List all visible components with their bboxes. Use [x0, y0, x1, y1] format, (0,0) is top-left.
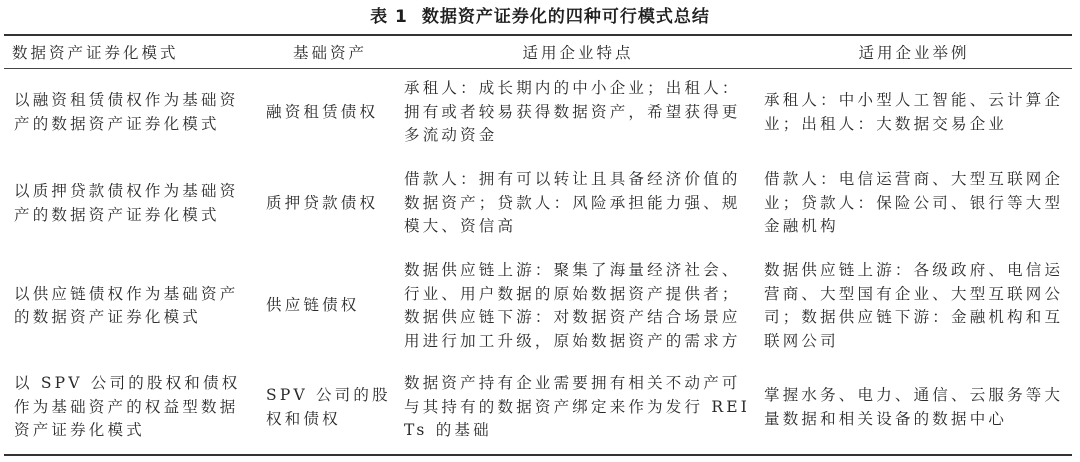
- header-examples: 适用企业举例: [858, 44, 970, 62]
- table-row: [4, 361, 1072, 455]
- cell-characteristics: 借款人：拥有可以转让且具备经济价值的数据资产；贷款人：风险承担能力强、规模大、资信高: [404, 170, 741, 236]
- table-row: [4, 69, 1072, 157]
- header-mode: 数据资产证券化模式: [12, 44, 179, 62]
- cell-mode: 以质押贷款债权作为基础资产的数据资产证券化模式: [14, 182, 239, 224]
- cell-characteristics: 数据供应链上游：聚集了海量经济社会、行业、用户数据的原始数据资产提供者；数据供应链下游：对数据资产结合场景应用进行加工升级，原始数据资产的需求方: [404, 261, 741, 350]
- cell-mode: 以融资租赁债权作为基础资产的数据资产证券化模式: [14, 91, 239, 133]
- header-characteristics: 适用企业特点: [522, 44, 634, 62]
- securitization-modes-table: [4, 34, 1072, 456]
- table-title: 数据资产证券化的四种可行模式总结: [421, 7, 710, 27]
- cell-characteristics: 数据资产持有企业需要拥有相关不动产可与其持有的数据资产绑定来作为发行 REITs 的基础: [404, 374, 751, 440]
- cell-asset: SPV 公司的股权和债权: [266, 386, 391, 428]
- table-number: 表 1: [370, 7, 408, 27]
- cell-examples: 掌握水务、电力、通信、云服务等大量数据和相关设备的数据中心: [764, 386, 1064, 428]
- table-row: [4, 156, 1072, 251]
- cell-asset: 融资租赁债权: [266, 102, 379, 121]
- cell-examples: 承租人：中小型人工智能、云计算企业；出租人：大数据交易企业: [764, 91, 1064, 133]
- table-caption: [0, 4, 1080, 30]
- cell-asset: 供应链债权: [266, 296, 360, 315]
- cell-examples: 借款人：电信运营商、大型互联网企业；贷款人：保险公司、银行等大型金融机构: [764, 170, 1064, 236]
- cell-mode: 以供应链债权作为基础资产的数据资产证券化模式: [14, 284, 239, 326]
- cell-characteristics: 承租人：成长期内的中小企业；出租人：拥有或者较易获得数据资产，希望获得更多流动资金: [404, 79, 741, 145]
- cell-mode: 以 SPV 公司的股权和债权作为基础资产的权益型数据资产证券化模式: [14, 374, 241, 440]
- cell-examples: 数据供应链上游：各级政府、电信运营商、大型国有企业、大型互联网公司；数据供应链下游：金融机构和互联网公司: [764, 261, 1064, 350]
- header-row: [4, 35, 1072, 69]
- table-row: [4, 251, 1072, 361]
- header-asset: 基础资产: [292, 44, 367, 62]
- cell-asset: 质押贷款债权: [266, 193, 379, 212]
